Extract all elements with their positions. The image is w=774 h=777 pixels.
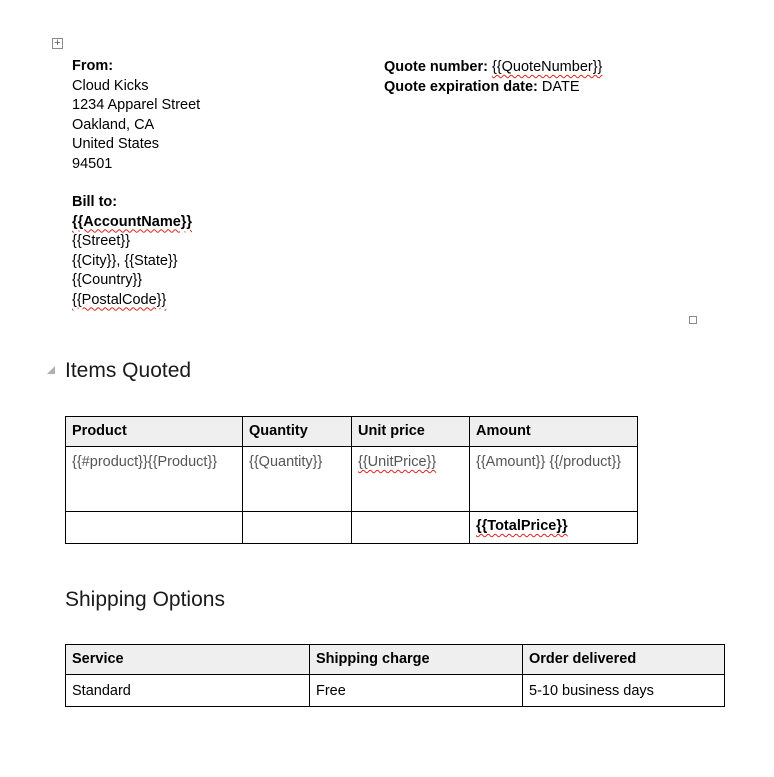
quote-info-block	[384, 57, 602, 97]
account-name: {{AccountName}}	[72, 213, 193, 230]
total-row	[66, 512, 638, 544]
from-postal-code: 94501	[72, 155, 113, 172]
bill-city-state: {{City}}, {{State}}	[72, 252, 178, 269]
cell-amount: {{Amount}} {{/product}}	[470, 447, 638, 512]
col-service: Service	[66, 645, 310, 675]
bill-to-block	[72, 193, 192, 310]
bill-postal-code: {{PostalCode}}	[72, 291, 167, 308]
col-order-delivered: Order delivered	[523, 645, 725, 675]
cell-total	[470, 512, 638, 544]
col-quantity: Quantity	[243, 417, 352, 447]
cell-empty	[243, 512, 352, 544]
quote-expiration-label: Quote expiration date:	[384, 79, 538, 95]
col-amount: Amount	[470, 417, 638, 447]
col-shipping-charge: Shipping charge	[310, 645, 523, 675]
quote-number-value: {{QuoteNumber}}	[491, 59, 603, 75]
cell-product: {{#product}}{{Product}}	[66, 447, 243, 512]
table-resize-handle-icon[interactable]	[689, 316, 697, 324]
from-street: 1234 Apparel Street	[72, 97, 201, 113]
shipping-options-heading: Shipping Options	[65, 588, 225, 611]
bill-street: {{Street}}	[72, 233, 131, 249]
items-header-row	[66, 417, 638, 447]
items-quoted-heading: Items Quoted	[65, 359, 192, 382]
cell-empty	[352, 512, 470, 544]
table-move-handle-icon[interactable]: +	[52, 38, 63, 49]
collapse-heading-icon[interactable]	[47, 366, 55, 374]
quote-number-label: Quote number:	[384, 59, 488, 75]
from-city: Oakland, CA	[72, 116, 155, 133]
cell-unit-price	[352, 447, 470, 512]
cell-quantity: {{Quantity}}	[243, 447, 352, 512]
col-product: Product	[66, 417, 243, 447]
cell-shipping-charge: Free	[310, 675, 523, 707]
from-country: United States	[72, 136, 160, 152]
from-company: Cloud Kicks	[72, 77, 149, 94]
from-label: From:	[72, 58, 114, 74]
items-table	[65, 416, 638, 544]
col-unit-price: Unit price	[352, 417, 470, 447]
quote-expiration-value: DATE	[541, 79, 580, 95]
cell-service: Standard	[66, 675, 310, 707]
cell-empty	[66, 512, 243, 544]
bill-country: {{Country}}	[72, 272, 143, 288]
cell-order-delivered: 5-10 business days	[523, 675, 725, 707]
table-row	[66, 447, 638, 512]
unit-price-value: {{UnitPrice}}	[358, 454, 437, 470]
quote-expiration-line	[384, 77, 602, 97]
quote-number-line	[384, 57, 602, 77]
table-row	[66, 675, 725, 707]
from-address-block	[72, 57, 200, 174]
shipping-header-row	[66, 645, 725, 675]
total-price: {{TotalPrice}}	[476, 518, 568, 534]
bill-to-label: Bill to:	[72, 194, 118, 210]
shipping-table	[65, 644, 725, 707]
